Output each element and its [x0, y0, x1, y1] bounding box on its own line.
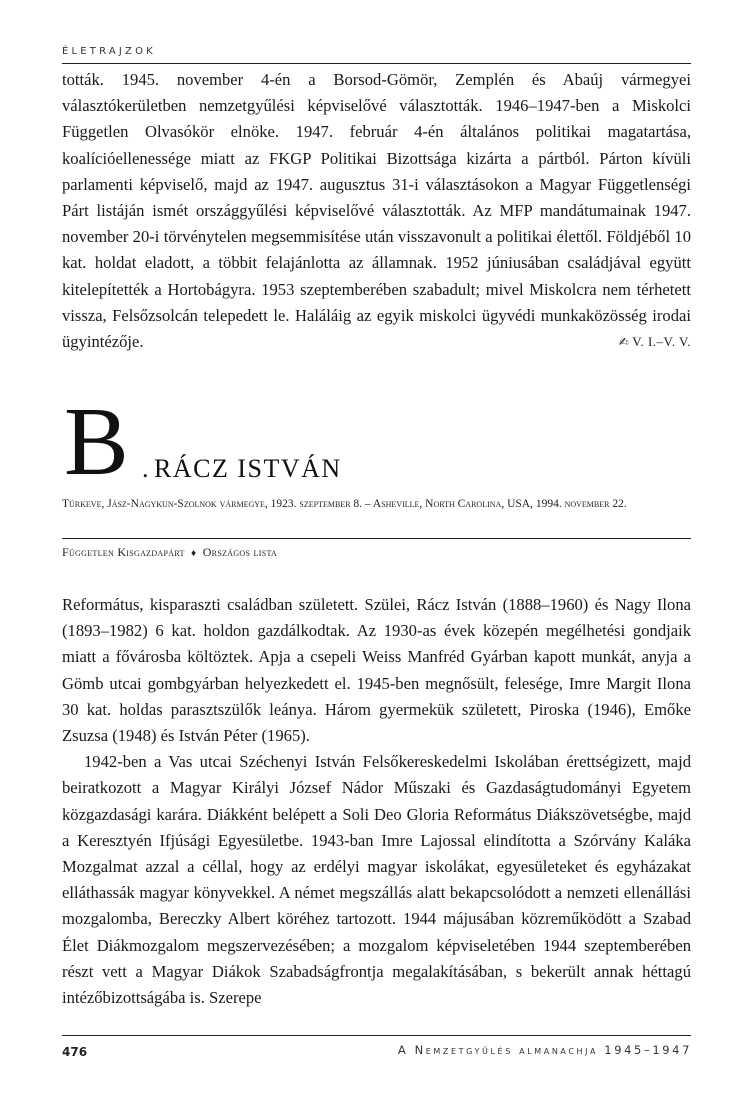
- party-name: Független Kisgazdapárt: [62, 545, 185, 559]
- drop-cap-letter: B: [64, 388, 129, 495]
- author-signature: [619, 329, 691, 355]
- dropcap-dot: .: [142, 454, 150, 483]
- entry-paragraph-2: 1942-ben a Vas utcai Széchenyi István Felsőkereskedelmi Iskolában érettségizett, majd beiratkozott a Magyar Királyi József Nádor Műszaki és Gazdaságtudományi Egyetem közgazdasági karára. Diákként belépett a Soli Deo Gloria Református Diákszövetségbe, majd a Keresztyén Ifjúsági Egyesületbe. 1943-ban Imre Lajossal elindította a Szórvány Kaláka Mozgalmat azzal a céllal, hogy az erdélyi magyar iskolákat, egyesületeket és egyházakat elláthassák magyar könyvekkel. A német megszállás alatt bekapcsolódott a nemzeti ellenállási mozgalomba, Bereczky Albert köréhez tartozott. 1944 májusában közreműködött a Szabad Élet Diákmozgalom megszervezésében; a mozgalom képviseletében 1944 szeptemberében részt vett a Magyar Diákok Szabadságfrontja megalakításában, s bekerült annak héttagú intézőbizottságába is. Szerepe: [62, 752, 691, 1008]
- previous-entry-paragraph: tották. 1945. november 4-én a Borsod-Gömör, Zemplén és Abaúj vármegyei választókerületben nemzetgyűlési képviselővé választották. 1946–1947-ben a Miskolci Független Olvasókör elnöke. 1947. február 4-én általános politikai magatartása, koalícióellenessége miatt az FKGP Politikai Bizottsága kizárta a pártból. Párton kívüli parlamenti képviselő, majd az 1947. augusztus 31-i választásokon a Magyar Függetlenségi Párt listáján ismét országgyűlési képviselővé választották. Az MFP mandátumainak 1947. november 20-i törvénytelen megsemmisítése után visszavonult a politikai élettől. Földjéből 10 kat. holdat eladott, a többit felajánlotta az államnak. 1952 júniusában családjával együtt kitelepítették a Hortobágyra. 1953 szeptemberében szabadult; mivel Miskolcra nem térhetett vissza, Felsőzsolcán telepedett le. Haláláig az egyik miskolci ügyvédi munkaközösség irodai ügyintézője.: [62, 70, 691, 352]
- page-number: 476: [62, 1045, 88, 1059]
- birth-death-info: Túrkeve, Jász-Nagykun-Szolnok vármegye, 1923. szeptember 8. – Asheville, North Carolina, USA, 1994. november 22.: [62, 498, 627, 510]
- previous-entry-text: [62, 67, 691, 355]
- section-rule: [62, 538, 691, 539]
- footer-rule: [62, 1035, 691, 1036]
- author-initials: V. I.–V. V.: [632, 334, 691, 350]
- party-affiliation: [62, 545, 277, 560]
- pen-writing-hand-icon: ✍: [618, 335, 630, 350]
- book-title: A Nemzetgyűlés almanachja 1945–1947: [397, 1043, 692, 1057]
- running-head: ÉLETRAJZOK: [62, 46, 156, 57]
- list-type: Országos lista: [202, 545, 278, 559]
- entry-body: [62, 592, 691, 1011]
- entry-name: [142, 454, 342, 484]
- entry-heading: [62, 388, 691, 495]
- person-name: RÁCZ ISTVÁN: [154, 454, 342, 483]
- entry-paragraph-1: Református, kisparaszti családban született. Szülei, Rácz István (1888–1960) és Nagy Ilona (1893–1982) 6 kat. holdon gazdálkodtak. Az 1930-as évek közepén megélhetési gondjaik miatt a fővárosba költöztek. Apja a csepeli Weiss Manfréd Gyárban kapott munkát, anyja a Gömb utcai gombgyárban helyezkedett el. 1945-ben megnősült, felesége, Imre Margit Ilona 30 kat. holdas parasztszülők leánya. Három gyermekük született, Piroska (1946), Emőke Zsuzsa (1948) és István Péter (1965).: [62, 595, 691, 746]
- header-rule: [62, 63, 691, 64]
- diamond-separator-icon: ♦: [191, 548, 197, 559]
